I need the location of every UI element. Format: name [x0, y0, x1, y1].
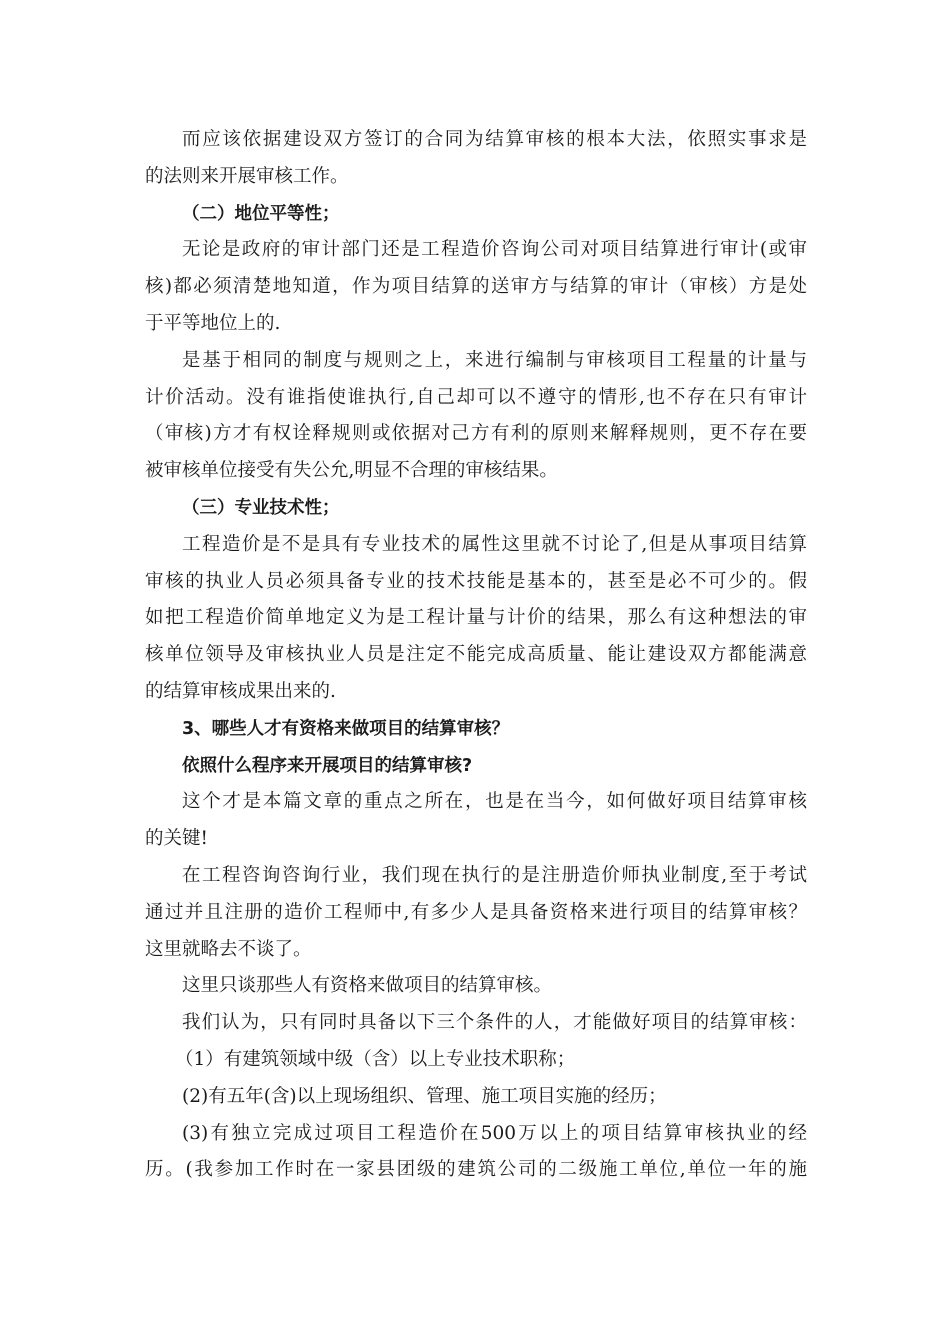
list-item-condition-2: (2)有五年(含)以上现场组织、管理、施工项目实施的经历； — [182, 1085, 667, 1107]
text-line: 而应该依据建设双方签订的合同为结算审核的根本大法，依照实事求是 — [182, 129, 807, 150]
list-item-condition-1: （1）有建筑领域中级（含）以上专业技术职称； — [175, 1048, 576, 1070]
text-line: 这里就略去不谈了。 — [145, 938, 312, 960]
text-line: 这个才是本篇文章的重点之所在，也是在当今，如何做好项目结算审核 — [182, 791, 807, 813]
text-line: 工程造价是不是具有专业技术的属性这里就不讨论了,但是从事项目结算 — [182, 533, 807, 555]
text-line: 核单位领导及审核执业人员是注定不能完成高质量、能让建设双方都能满意 — [145, 644, 807, 666]
text-line: 在工程咨询咨询行业，我们现在执行的是注册造价师执业制度,至于考试 — [182, 864, 807, 886]
text-line: 通过并且注册的造价工程师中,有多少人是具备资格来进行项目的结算审核？ — [145, 901, 807, 923]
text-line: 于平等地位上的. — [145, 312, 281, 334]
section-heading-technical: （三）专业技术性； — [182, 497, 340, 518]
list-item-condition-3 — [145, 1116, 807, 1190]
text-line: 的结算审核成果出来的. — [145, 680, 336, 702]
text-line: 被审核单位接受有失公允,明显不合理的审核结果。 — [145, 460, 558, 482]
text-line: 的法则来开展审核工作。 — [145, 165, 349, 187]
paragraph-technical-skills — [145, 527, 807, 711]
paragraph-qualified-people: 这里只谈那些人有资格来做项目的结算审核。 — [182, 975, 553, 997]
text-line: 是基于相同的制度与规则之上，来进行编制与审核项目工程量的计量与 — [182, 349, 807, 371]
paragraph-key-point — [145, 784, 807, 858]
paragraph-registration-system — [145, 858, 807, 968]
section-heading-procedure: 依照什么程序来开展项目的结算审核? — [182, 755, 473, 776]
paragraph-same-rules — [145, 343, 807, 490]
text-line: (3)有独立完成过项目工程造价在500万以上的项目结算审核执业的经 — [182, 1122, 807, 1144]
paragraph-three-conditions: 我们认为，只有同时具备以下三个条件的人，才能做好项目的结算审核： — [182, 1012, 807, 1034]
text-line: 历。(我参加工作时在一家县团级的建筑公司的二级施工单位,单位一年的施 — [145, 1159, 807, 1181]
section-heading-equality: （二）地位平等性； — [182, 203, 340, 224]
text-line: 如把工程造价简单地定义为是工程计量与计价的结果，那么有这种想法的审 — [145, 607, 807, 629]
text-line: 审核的执业人员必须具备专业的技术技能是基本的，甚至是必不可少的。假 — [145, 570, 807, 592]
text-line: 核)都必须清楚地知道，作为项目结算的送审方与结算的审计（审核）方是处 — [145, 276, 807, 298]
text-line: 无论是政府的审计部门还是工程造价咨询公司对项目结算进行审计(或审 — [182, 239, 807, 261]
text-line: 计价活动。没有谁指使谁执行,自己却可以不遵守的情形,也不存在只有审计 — [145, 386, 807, 408]
text-line: （审核)方才有权诠释规则或依据对己方有利的原则来解释规则，更不存在要 — [145, 423, 807, 445]
text-line: 的关键! — [145, 828, 208, 850]
paragraph-equal-status — [145, 232, 807, 342]
section-heading-qualification: 3、哪些人才有资格来做项目的结算审核？ — [182, 718, 510, 739]
paragraph-contract-basis — [145, 122, 807, 196]
document-body — [145, 122, 807, 1189]
